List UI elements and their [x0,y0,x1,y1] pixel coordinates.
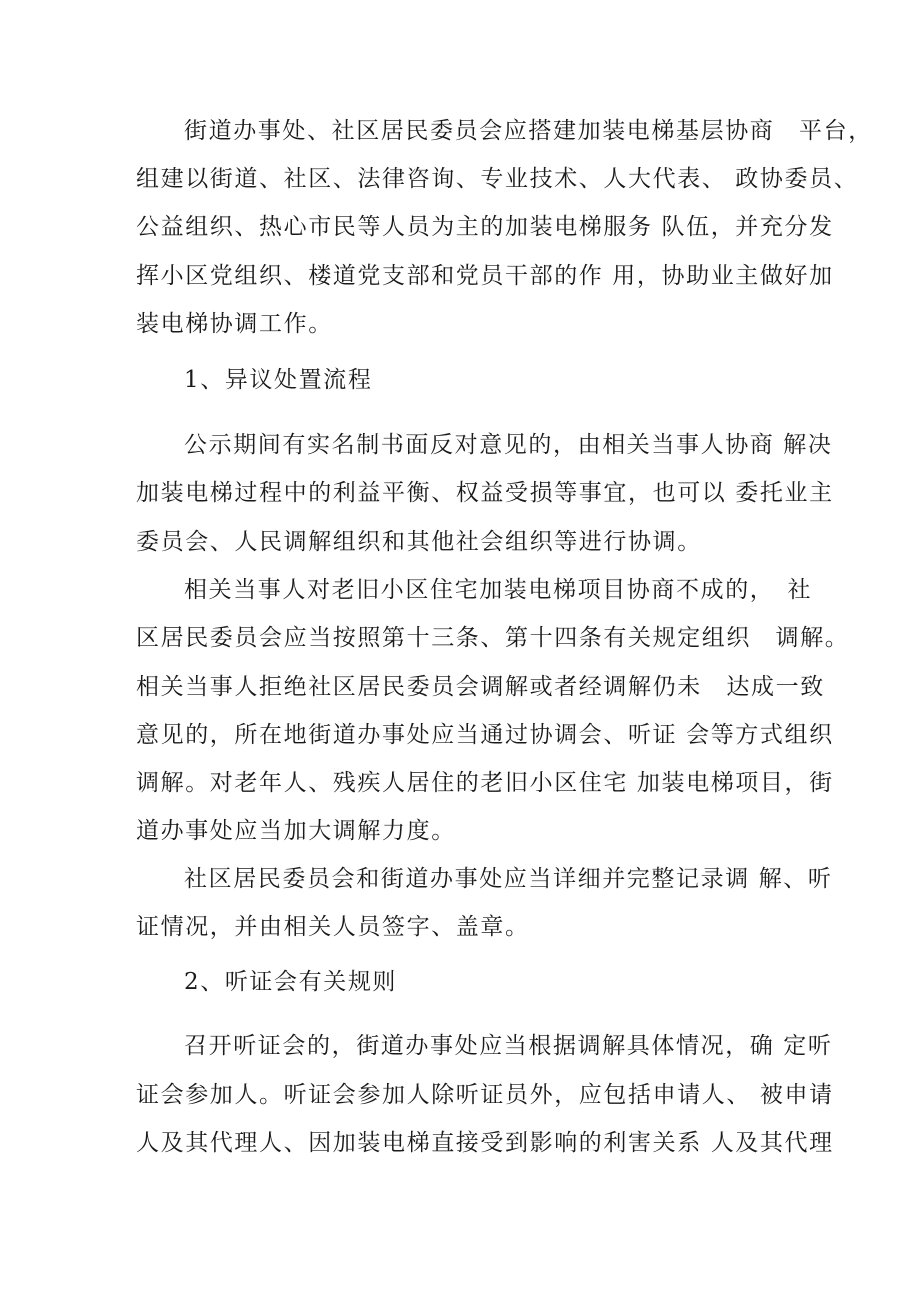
paragraph-2-line-1: 公示期间有实名制书面反对意见的，由相关当事人协商 解决 [184,432,833,458]
paragraph-2-line-2: 加装电梯过程中的利益平衡、权益受损等事宜，也可以 委托业主 [136,480,834,506]
paragraph-4-line-1: 社区居民委员会和街道办事处应当详细并完整记录调 解、听 [184,866,833,892]
section-heading-1: 1、异议处置流程 [184,367,373,393]
paragraph-5-line-1: 召开听证会的，街道办事处应当根据调解具体情况，确 定听 [184,1033,833,1059]
paragraph-3-line-5: 调解。对老年人、残疾人居住的老旧小区住宅 加装电梯项目，街 [136,770,834,796]
paragraph-1-line-2: 组建以街道、社区、法律咨询、专业技术、人大代表、 政协委员、 [136,166,859,192]
paragraph-1-line-3: 公益组织、热心市民等人员为主的加装电梯服务 队伍，并充分发 [136,214,834,240]
paragraph-3-line-3: 相关当事人拒绝社区居民委员会调解或者经调解仍未 达成一致 [136,674,825,700]
paragraph-3-line-6: 道办事处应当加大调解力度。 [136,818,456,844]
paragraph-3-line-2: 区居民委员会应当按照第十三条、第十四条有关规定组织 调解。 [136,625,850,651]
paragraph-1-line-4: 挥小区党组织、楼道党支部和党员干部的作 用，协助业主做好加 [136,263,834,289]
paragraph-4-line-2: 证情况，并由相关人员签字、盖章。 [136,914,530,940]
section-heading-2: 2、听证会有关规则 [184,969,398,995]
paragraph-3-line-1: 相关当事人对老旧小区住宅加装电梯项目协商不成的， 社 [184,577,813,603]
paragraph-3-line-4: 意见的，所在地街道办事处应当通过协调会、听证 会等方式组织 [136,722,834,748]
paragraph-2-line-3: 委员会、人民调解组织和其他社会组织等进行协调。 [136,529,702,555]
paragraph-1-line-5: 装电梯协调工作。 [136,311,333,337]
paragraph-5-line-3: 人及其代理人、因加装电梯直接受到影响的利害关系 人及其代理 [136,1130,834,1156]
paragraph-1-line-1: 街道办事处、社区居民委员会应搭建加装电梯基层协商 平台， [184,118,873,144]
paragraph-5-line-2: 证会参加人。听证会参加人除听证员外，应包括申请人、 被申请 [136,1082,834,1108]
